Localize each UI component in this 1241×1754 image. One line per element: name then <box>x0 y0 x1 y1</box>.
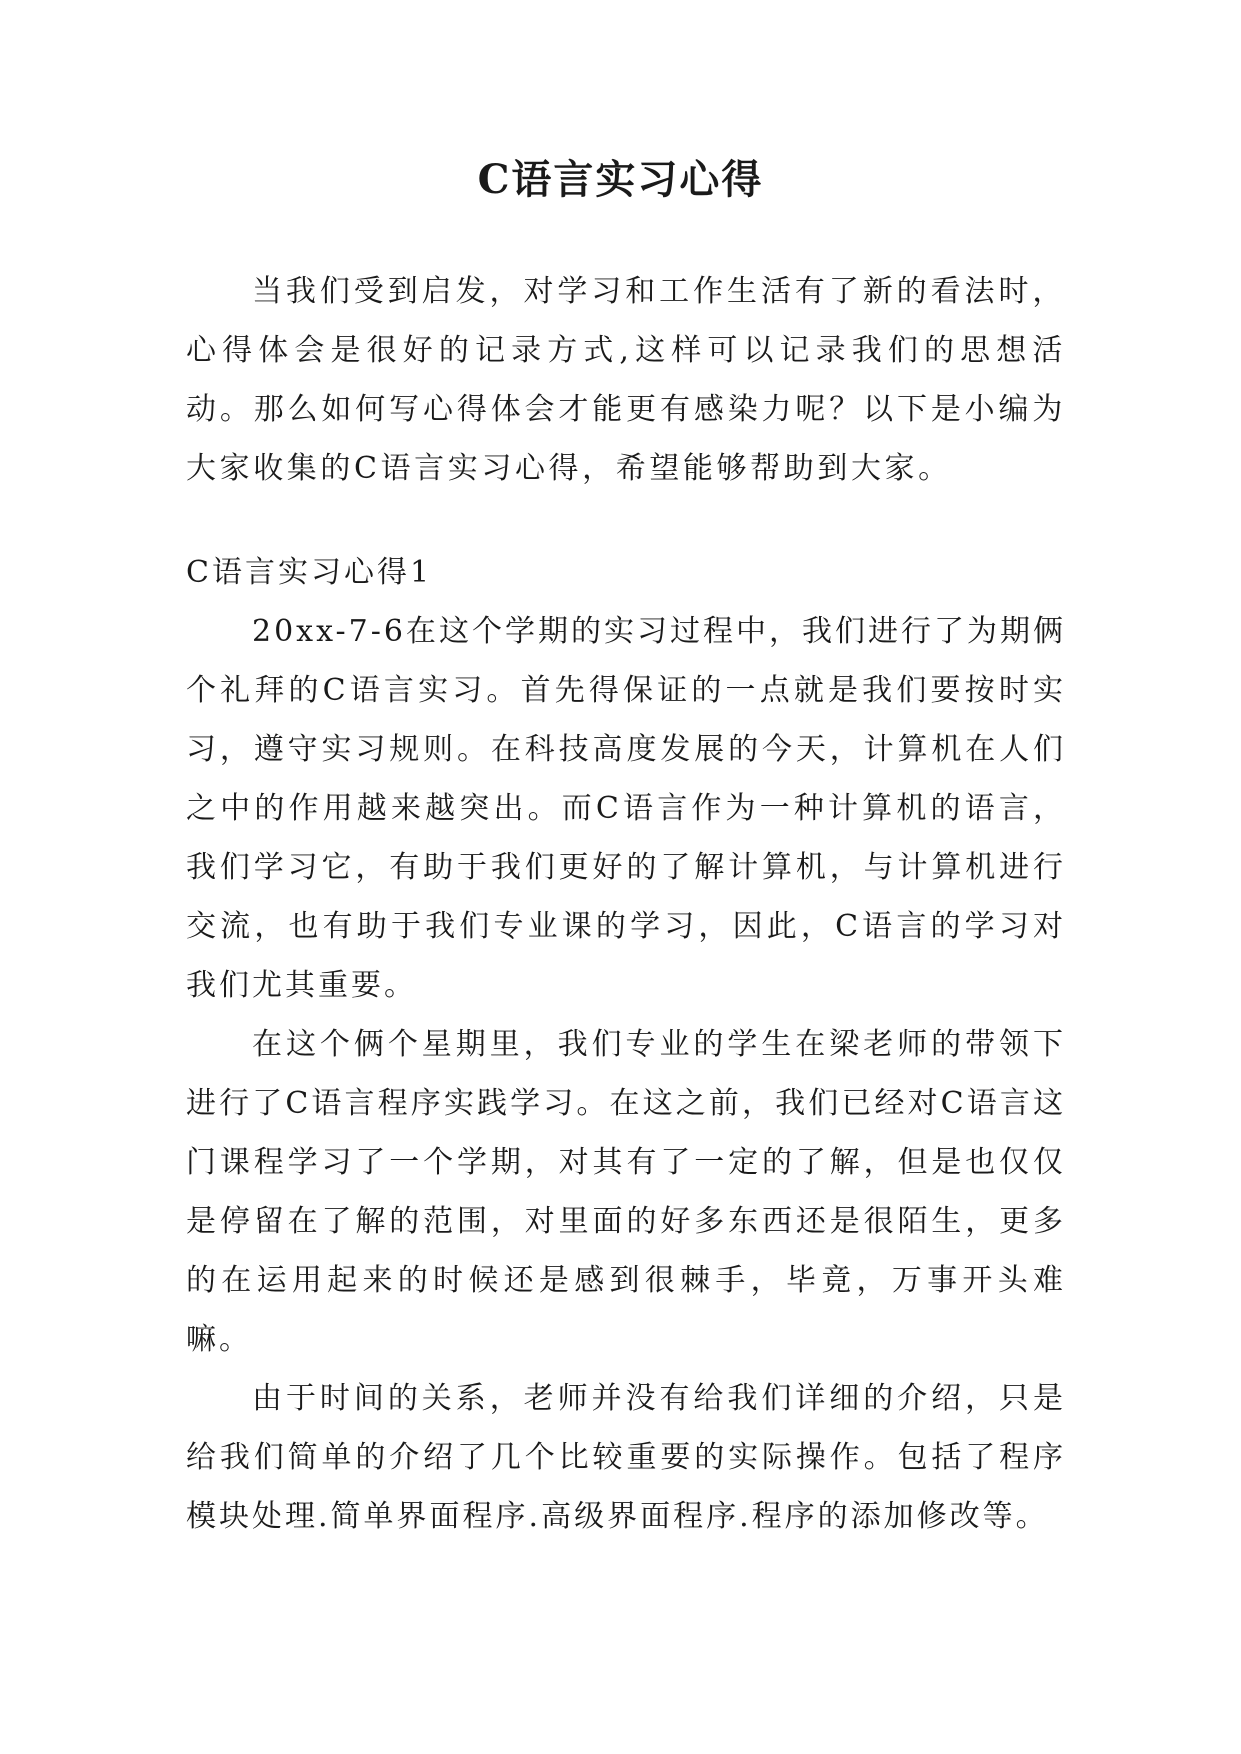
document-title: C语言实习心得 <box>477 156 764 203</box>
body-paragraph-3: 由于时间的关系，老师并没有给我们详细的介绍，只是给我们简单的介绍了几个比较重要的实际操作。包括了程序模块处理.简单界面程序.高级界面程序.程序的添加修改等。 <box>186 1381 1066 1534</box>
section-heading: C语言实习心得1 <box>186 555 433 590</box>
body-paragraph-2: 在这个俩个星期里，我们专业的学生在梁老师的带领下进行了C语言程序实践学习。在这之前，我们已经对C语言这门课程学习了一个学期，对其有了一定的了解，但是也仅仅是停留在了解的范围，对里面的好多东西还是很陌生，更多的在运用起来的时候还是感到很棘手，毕竟，万事开头难嘛。 <box>186 1027 1066 1357</box>
document-body <box>186 262 1066 1546</box>
body-paragraph-1: 20xx-7-6在这个学期的实习过程中，我们进行了为期俩个礼拜的C语言实习。首先得保证的一点就是我们要按时实习，遵守实习规则。在科技高度发展的今天，计算机在人们之中的作用越来越突出。而C语言作为一种计算机的语言，我们学习它，有助于我们更好的了解计算机，与计算机进行交流，也有助于我们专业课的学习，因此，C语言的学习对我们尤其重要。 <box>186 614 1066 1003</box>
intro-paragraph: 当我们受到启发，对学习和工作生活有了新的看法时，心得体会是很好的记录方式,这样可以记录我们的思想活动。那么如何写心得体会才能更有感染力呢？以下是小编为大家收集的C语言实习心得，希望能够帮助到大家。 <box>186 274 1066 486</box>
